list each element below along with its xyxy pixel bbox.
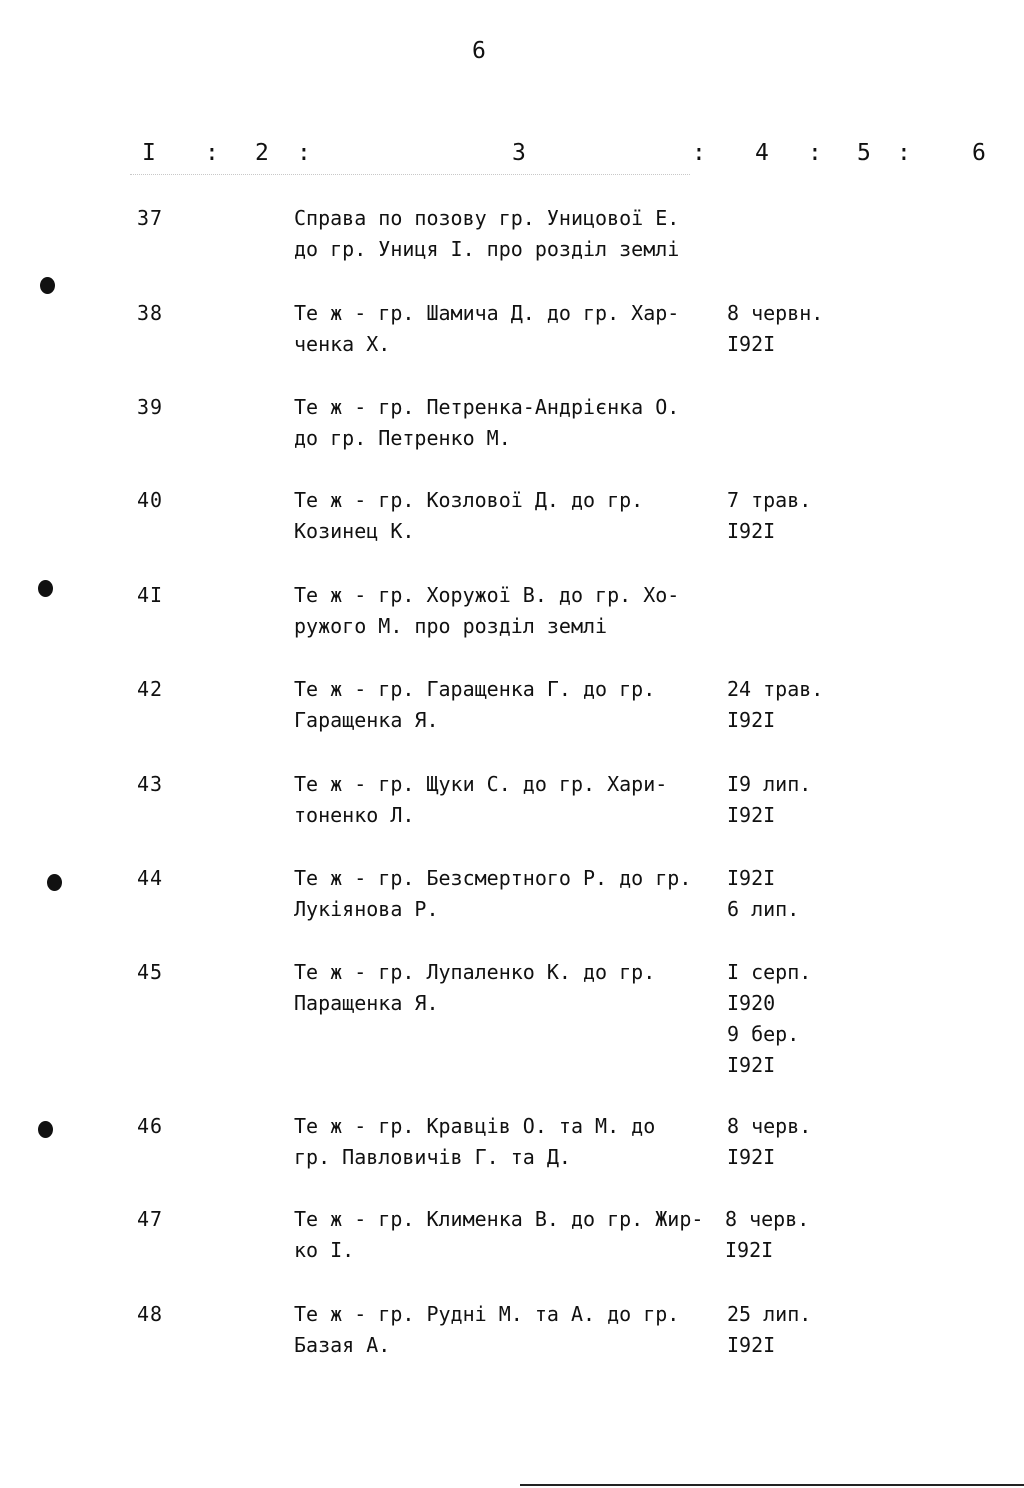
date-line: I92I [727, 1053, 776, 1077]
punch-hole-mark [40, 277, 55, 294]
record-description [294, 674, 724, 736]
punch-hole-mark [38, 580, 53, 597]
date-line: I92I [727, 708, 776, 732]
description-line: до гр. Униця І. про розділ землі [294, 237, 680, 261]
record-date [727, 863, 857, 925]
date-line: 25 лип. [727, 1302, 812, 1326]
record-number: 46 [137, 1114, 164, 1138]
column-separator: : [897, 140, 911, 166]
record-date [727, 769, 857, 831]
date-line: 8 червн. [727, 301, 824, 325]
description-line: Те ж - гр. Клименка В. до гр. Жир- [294, 1207, 704, 1231]
page-number: 6 [472, 38, 486, 64]
punch-hole-mark [38, 1121, 53, 1138]
record-description [294, 392, 724, 454]
description-line: Козинец К. [294, 519, 415, 543]
description-line: Те ж - гр. Безсмертного Р. до гр. [294, 866, 692, 890]
date-line: I9 лип. [727, 772, 812, 796]
description-line: Те ж - гр. Лупаленко К. до гр. [294, 960, 656, 984]
record-number: 39 [137, 395, 164, 419]
record-description [294, 1299, 724, 1361]
record-date [727, 957, 857, 1081]
description-line: Справа по позову гр. Уницової Е. [294, 206, 680, 230]
record-date [727, 674, 857, 736]
record-number: 44 [137, 866, 164, 890]
record-description [294, 203, 724, 265]
column-header [0, 140, 1024, 172]
description-line: тоненко Л. [294, 803, 415, 827]
description-line: Лукіянова Р. [294, 897, 439, 921]
description-line: Те ж - гр. Кравців О. та М. до [294, 1114, 656, 1138]
description-line: Те ж - гр. Рудні М. та А. до гр. [294, 1302, 680, 1326]
description-line: Базая А. [294, 1333, 391, 1357]
punch-hole-mark [47, 874, 62, 891]
date-line: 9 бер. [727, 1022, 800, 1046]
column-4-label: 4 [755, 140, 769, 166]
record-date [727, 485, 857, 547]
column-separator: : [808, 140, 822, 166]
record-number: 48 [137, 1302, 164, 1326]
date-line: I92I [727, 803, 776, 827]
description-line: Те ж - гр. Шамича Д. до гр. Хар- [294, 301, 680, 325]
record-description [294, 1204, 724, 1266]
record-description [294, 580, 724, 642]
record-description [294, 1111, 724, 1173]
date-line: I92I [725, 1238, 774, 1262]
record-number: 45 [137, 960, 164, 984]
column-3-label: 3 [512, 140, 526, 166]
column-separator: : [692, 140, 706, 166]
date-line: I920 [727, 991, 776, 1015]
description-line: Те ж - гр. Гаращенка Г. до гр. [294, 677, 656, 701]
date-line: 24 трав. [727, 677, 824, 701]
date-line: I92I [727, 866, 776, 890]
description-line: ружого М. про розділ землі [294, 614, 608, 638]
description-line: Гаращенка Я. [294, 708, 439, 732]
date-line: 8 черв. [727, 1114, 812, 1138]
record-description [294, 769, 724, 831]
header-rule [130, 174, 690, 175]
record-number: 37 [137, 206, 164, 230]
record-date [727, 1111, 857, 1173]
record-date [725, 1204, 855, 1266]
description-line: Те ж - гр. Петренка-Андрієнка О. [294, 395, 680, 419]
bottom-rule [520, 1484, 1024, 1486]
description-line: Те ж - гр. Щуки С. до гр. Хари- [294, 772, 668, 796]
record-number: 42 [137, 677, 164, 701]
date-line: 8 черв. [725, 1207, 810, 1231]
date-line: 6 лип. [727, 897, 800, 921]
record-date [727, 298, 857, 360]
date-line: I92I [727, 332, 776, 356]
column-5-label: 5 [857, 140, 871, 166]
date-line: I92I [727, 519, 776, 543]
date-line: I серп. [727, 960, 812, 984]
column-separator: : [205, 140, 219, 166]
record-description [294, 485, 724, 547]
record-date [727, 1299, 857, 1361]
description-line: ченка Х. [294, 332, 391, 356]
date-line: I92I [727, 1145, 776, 1169]
record-description [294, 863, 724, 925]
date-line: 7 трав. [727, 488, 812, 512]
record-number: 43 [137, 772, 164, 796]
column-2-label: 2 [255, 140, 269, 166]
record-description [294, 298, 724, 360]
description-line: гр. Павловичів Г. та Д. [294, 1145, 571, 1169]
column-6-label: 6 [972, 140, 986, 166]
column-separator: : [297, 140, 311, 166]
description-line: ко І. [294, 1238, 355, 1262]
record-number: 38 [137, 301, 164, 325]
record-number: 47 [137, 1207, 164, 1231]
description-line: до гр. Петренко М. [294, 426, 511, 450]
description-line: Те ж - гр. Козлової Д. до гр. [294, 488, 644, 512]
record-number: 40 [137, 488, 164, 512]
column-1-label: I [142, 140, 156, 166]
record-number: 4I [137, 583, 164, 607]
description-line: Те ж - гр. Хоружої В. до гр. Хо- [294, 583, 680, 607]
record-description [294, 957, 724, 1019]
date-line: I92I [727, 1333, 776, 1357]
description-line: Паращенка Я. [294, 991, 439, 1015]
